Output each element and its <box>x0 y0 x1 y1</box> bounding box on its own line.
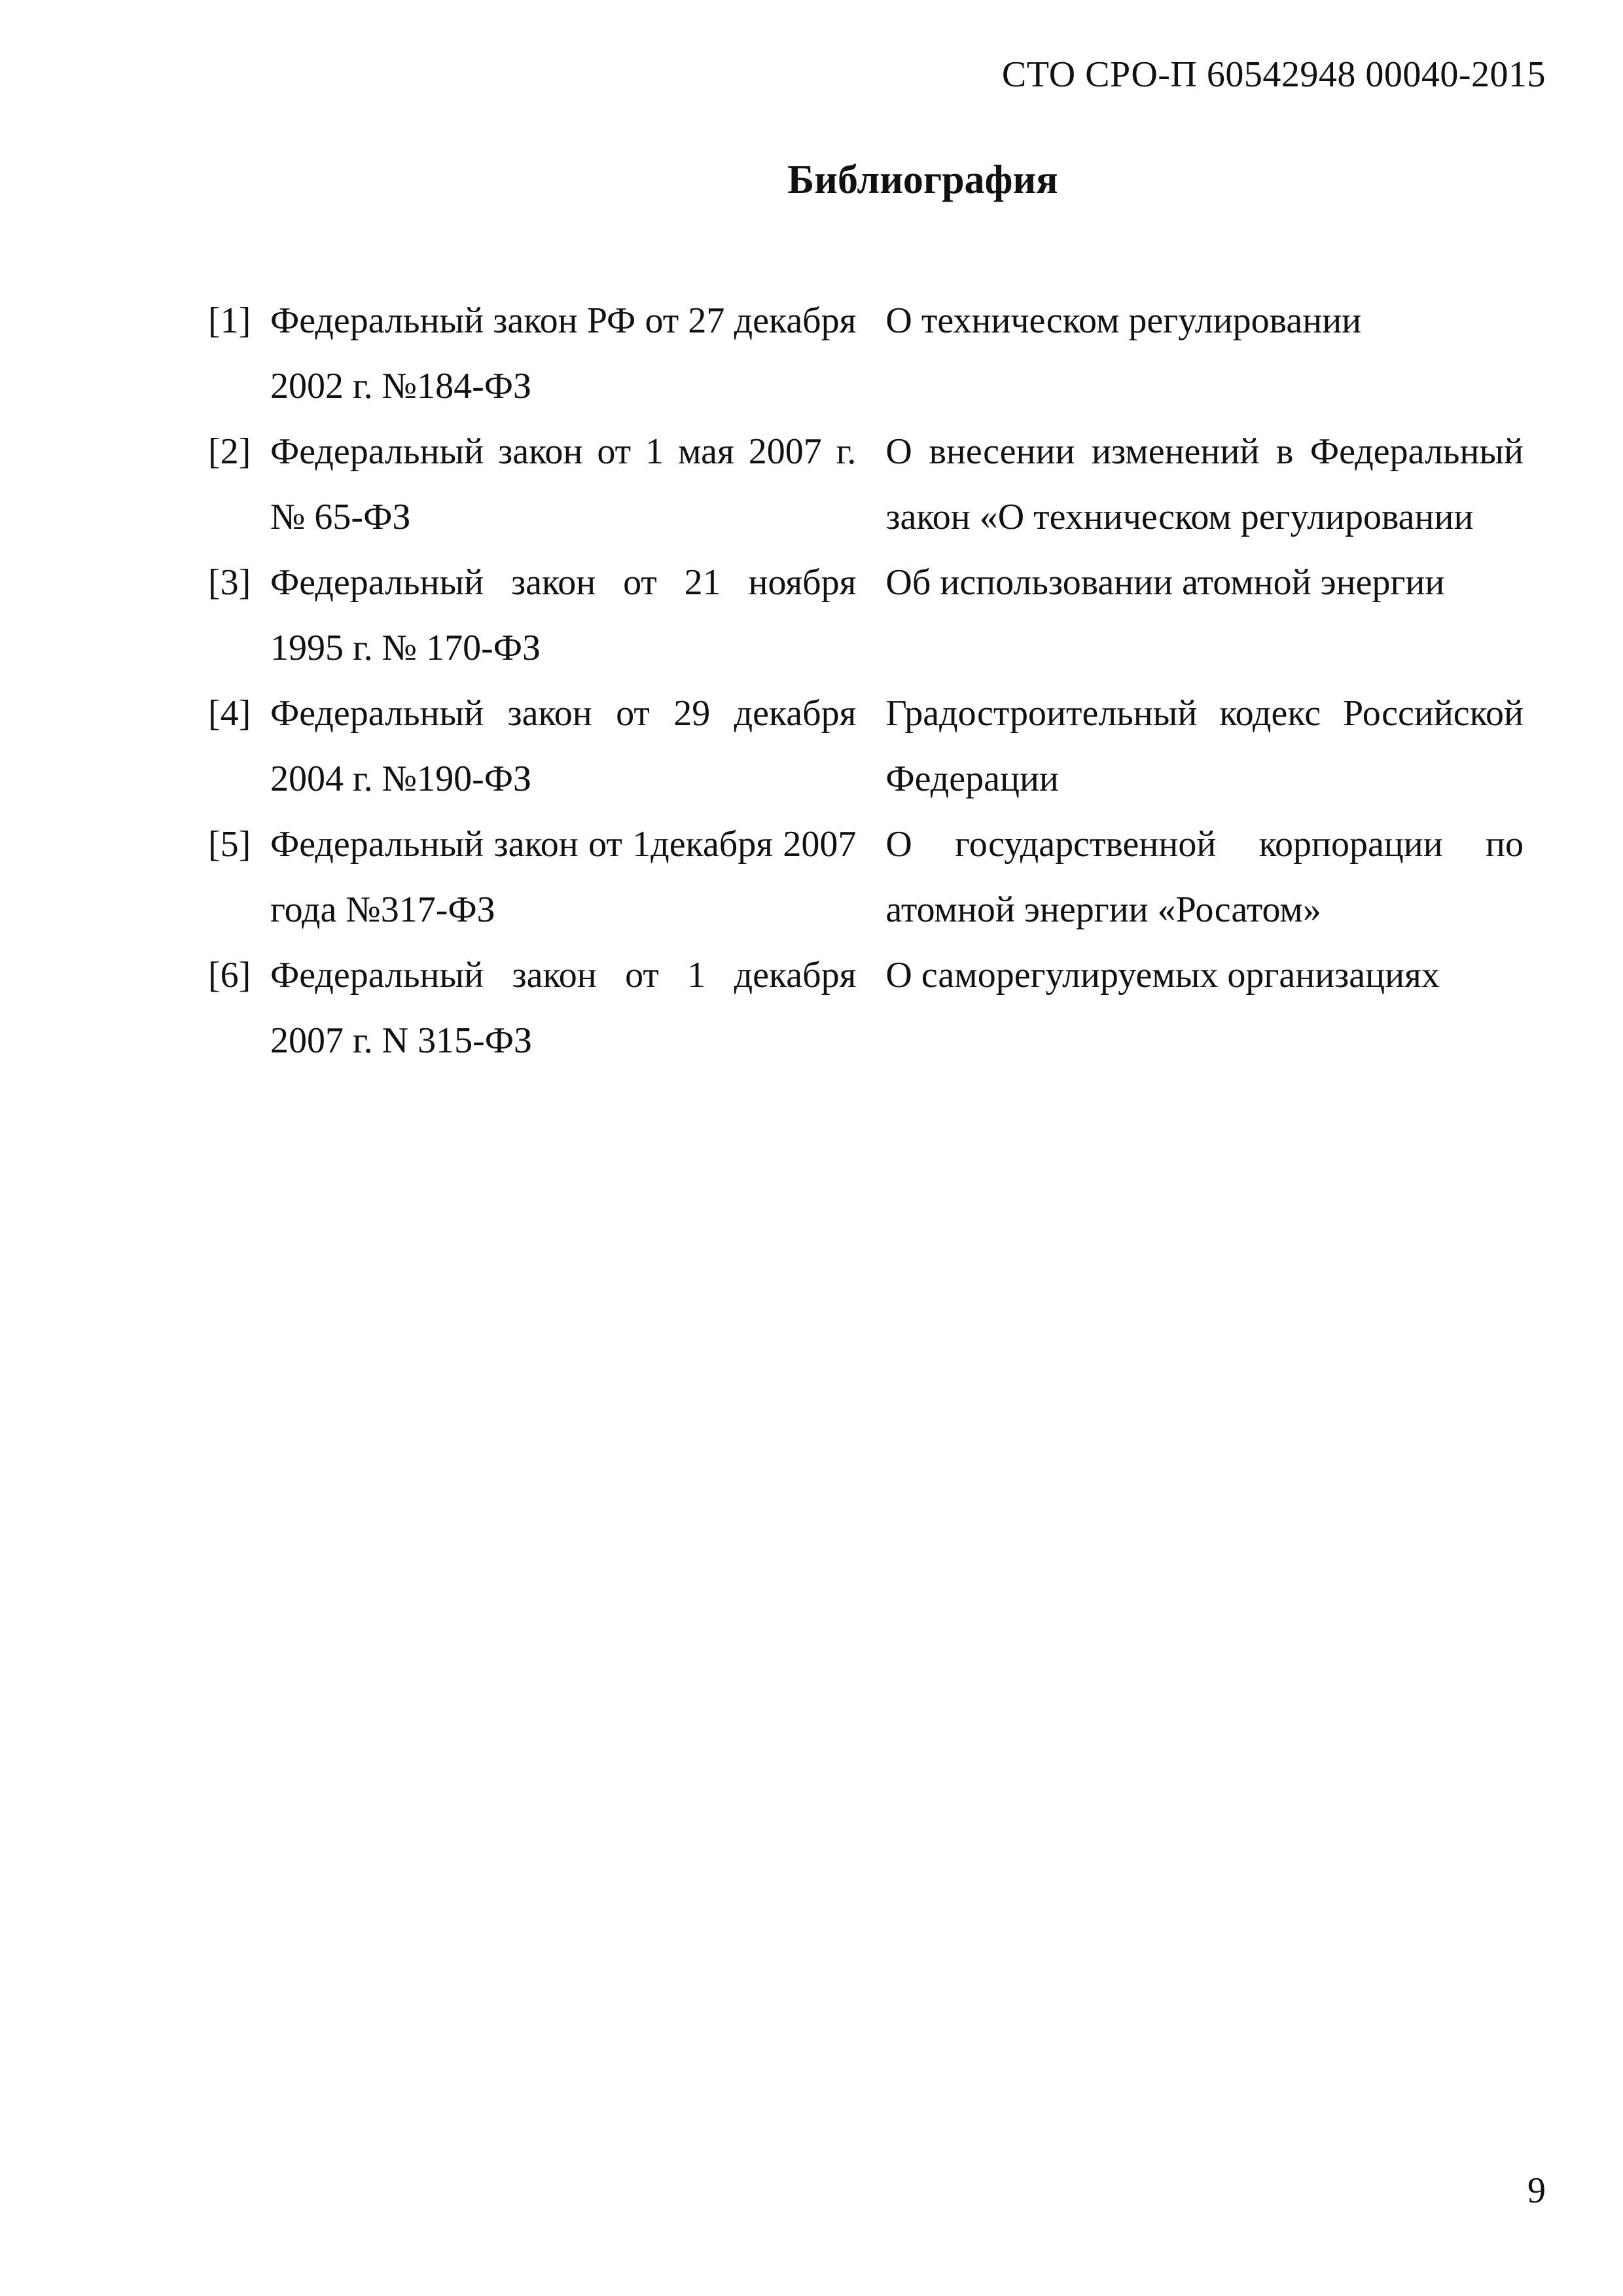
bibliography-entry <box>208 681 1524 812</box>
entry-number: [6] <box>208 955 251 996</box>
entry-subject: Об использовании атомной энергии <box>885 562 1445 603</box>
entry-subject: О государственной корпорации по атомной энергии «Росатом» <box>885 824 1524 930</box>
entry-number: [1] <box>208 300 251 341</box>
entry-subject: Градостроительный кодекс Российской Федерации <box>885 693 1524 799</box>
entry-law: Федеральный закон от 1 декабря 2007 г. N 315-ФЗ <box>270 955 857 1061</box>
bibliography-list <box>208 288 1524 1073</box>
entry-law: Федеральный закон РФ от 27 декабря 2002 г. №184-ФЗ <box>270 300 857 406</box>
entry-law: Федеральный закон от 21 ноября 1995 г. № 170-ФЗ <box>270 562 857 668</box>
bibliography-entry <box>208 812 1524 942</box>
entry-subject: О саморегулируемых организациях <box>885 955 1440 996</box>
bibliography-entry <box>208 942 1524 1073</box>
entry-subject: О техническом регулировании <box>885 300 1362 341</box>
entry-number: [4] <box>208 693 251 734</box>
document-code: СТО СРО-П 60542948 00040-2015 <box>1001 54 1546 95</box>
bibliography-entry <box>208 419 1524 550</box>
bibliography-entry <box>208 288 1524 419</box>
bibliography-entry <box>208 550 1524 681</box>
page-number: 9 <box>1527 2170 1546 2211</box>
entry-number: [5] <box>208 824 251 865</box>
entry-subject: О внесении изменений в Федеральный закон «О техническом регулировании <box>885 431 1524 537</box>
page-title: Библиография <box>787 158 1058 202</box>
entry-law: Федеральный закон от 1 мая 2007 г. № 65-ФЗ <box>270 431 857 537</box>
entry-law: Федеральный закон от 1декабря 2007 года №317-ФЗ <box>270 824 857 930</box>
entry-number: [3] <box>208 562 251 603</box>
entry-law: Федеральный закон от 29 декабря 2004 г. №190-ФЗ <box>270 693 857 799</box>
entry-number: [2] <box>208 431 251 472</box>
